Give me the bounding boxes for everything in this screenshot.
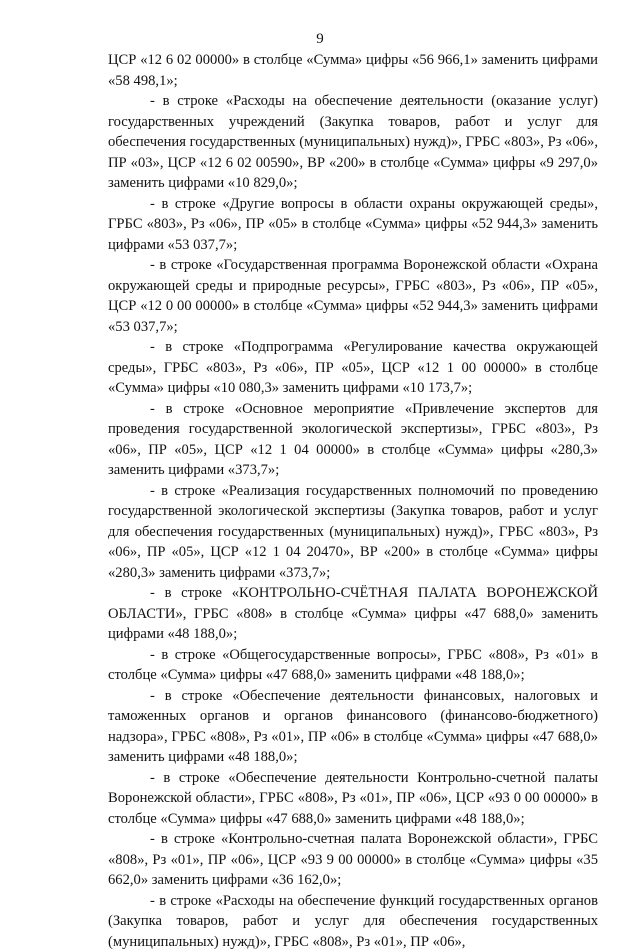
paragraph: - в строке «Основное мероприятие «Привлечение экспертов для проведения государственной экологической экспертизы», ГРБС «803», Рз «06», ПР «05», ЦСР «12 1 04 00000» в столбце «Сумма» цифры «280,3» заменить цифрами «373,7»; bbox=[108, 399, 598, 481]
paragraph: - в строке «Обеспечение деятельности Контрольно-счетной палаты Воронежской области», ГРБС «808», Рз «01», ПР «06», ЦСР «93 0 00 00000» в столбце «Сумма» цифры «47 688,0» заменить цифрами «48 188,0»; bbox=[108, 768, 598, 830]
paragraph: - в строке «Государственная программа Воронежской области «Охрана окружающей среды и природные ресурсы», ГРБС «803», Рз «06», ПР «05», ЦСР «12 0 00 00000» в столбце «Сумма» цифры «52 944,3» заменить цифрами «53 037,7»; bbox=[108, 255, 598, 337]
paragraph: - в строке «Обеспечение деятельности финансовых, налоговых и таможенных органов и органов финансового (финансово-бюджетного) надзора», ГРБС «808», Рз «01», ПР «06» в столбце «Сумма» цифры «47 688,0» заменить цифрами «48 188,0»; bbox=[108, 686, 598, 768]
paragraph: - в строке «Расходы на обеспечение функций государственных органов (Закупка товаров, работ и услуг для обеспечения государственных (муниципальных) нужд)», ГРБС «808», Рз «01», ПР «06», bbox=[108, 891, 598, 952]
paragraph: - в строке «Расходы на обеспечение деятельности (оказание услуг) государственных учреждений (Закупка товаров, работ и услуг для обеспечения государственных (муниципальных) нужд)», ГРБС «803», Рз «06», ПР «03», ЦСР «12 6 02 00590», ВР «200» в столбце «Сумма» цифры «9 297,0» заменить цифрами «10 829,0»; bbox=[108, 91, 598, 194]
paragraph: - в строке «КОНТРОЛЬНО-СЧЁТНАЯ ПАЛАТА ВОРОНЕЖСКОЙ ОБЛАСТИ», ГРБС «808» в столбце «Сумма» цифры «47 688,0» заменить цифрами «48 188,0»; bbox=[108, 583, 598, 645]
paragraph: - в строке «Общегосударственные вопросы», ГРБС «808», Рз «01» в столбце «Сумма» цифры «47 688,0» заменить цифрами «48 188,0»; bbox=[108, 645, 598, 686]
page-number: 9 bbox=[0, 30, 640, 48]
document-body bbox=[108, 50, 598, 952]
paragraph: - в строке «Подпрограмма «Регулирование качества окружающей среды», ГРБС «803», Рз «06», ПР «05», ЦСР «12 1 00 00000» в столбце «Сумма» цифры «10 080,3» заменить цифрами «10 173,7»; bbox=[108, 337, 598, 399]
paragraph: - в строке «Другие вопросы в области охраны окружающей среды», ГРБС «803», Рз «06», ПР «05» в столбце «Сумма» цифры «52 944,3» заменить цифрами «53 037,7»; bbox=[108, 194, 598, 256]
paragraph: - в строке «Реализация государственных полномочий по проведению государственной экологической экспертизы (Закупка товаров, работ и услуг для обеспечения государственных (муниципальных) нужд)», ГРБС «803», Рз «06», ПР «05», ЦСР «12 1 04 20470», ВР «200» в столбце «Сумма» цифры «280,3» заменить цифрами «373,7»; bbox=[108, 481, 598, 584]
paragraph: ЦСР «12 6 02 00000» в столбце «Сумма» цифры «56 966,1» заменить цифрами «58 498,1»; bbox=[108, 50, 598, 91]
paragraph: - в строке «Контрольно-счетная палата Воронежской области», ГРБС «808», Рз «01», ПР «06», ЦСР «93 9 00 00000» в столбце «Сумма» цифры «35 662,0» заменить цифрами «36 162,0»; bbox=[108, 829, 598, 891]
